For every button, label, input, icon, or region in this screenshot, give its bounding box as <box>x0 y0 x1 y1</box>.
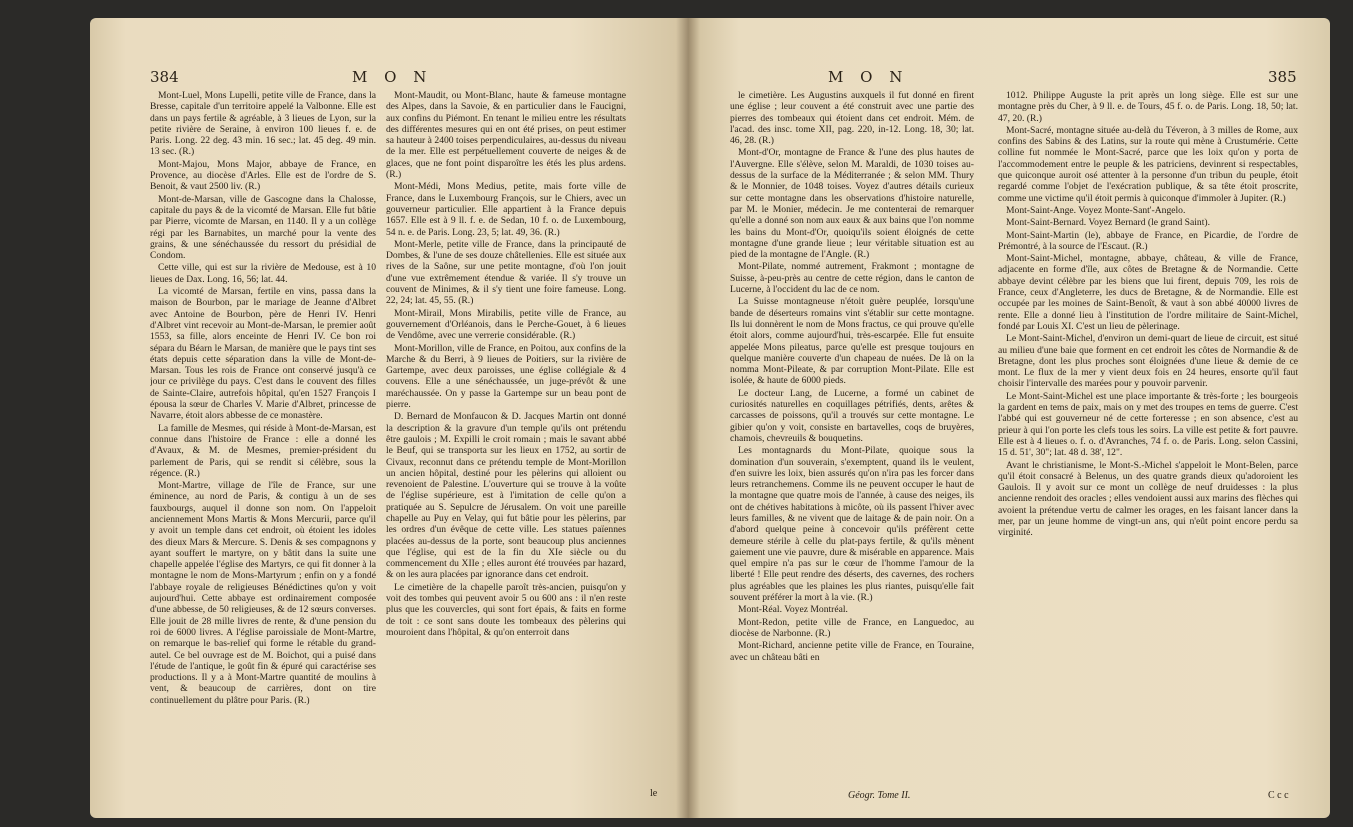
entry: le cimetière. Les Augustins auxquels il fut donné en firent une église ; leur couvent a été construit avec une partie des pierres des tombeaux qui étoient dans cet endroit. Mém. de l'acad. des insc. tome XII, pag. 220, in-12. Long. 18, 30; lat. 46, 28. (R.) <box>730 90 974 147</box>
entry: La Suisse montagneuse n'étoit guère peuplée, lorsqu'une bande de déserteurs romains vint s'établir sur cette montagne. Ils lui donnèrent le nom de Mons fractus, ce qui prouve qu'elle étoit alors, comme aujourd'hui, très-escarpée. Elle fut ensuite appelée Mons pileatus, parce qu'elle est presque toujours en quelque manière couverte d'un chapeau de nuées. De là on la nomma Mont-Pileate, & par corruption Mont-Pilate. Elle est isolée, & haute de 6000 pieds. <box>730 296 974 387</box>
entry: D. Bernard de Monfaucon & D. Jacques Martin ont donné la description & la gravure d'un temple qu'ils ont prétendu être gaulois ; M. Expilli le croit romain ; mais le savant abbé le Beuf, qui se transporta sur les lieux en 1752, au sortir de Civaux, reconnut dans ce prétendu temple de Mont-Morillon un ancien hôpital, destiné pour les pèlerins qui alloient ou revenoient de Palestine. L'ouverture qui se trouve à la voûte de l'église supérieure, est à l'imitation de celle qu'on a pratiquée au S. Sepulcre de Jérusalem. On voit une pareille chapelle au Puy en Velay, qui fut bâtie pour les pèlerins, par les ordres d'un évêque de cette ville. Les statues païennes placées au-dessus de la porte, sont beaucoup plus anciennes que l'église, qui est de la fin du XIe siècle ou du commencement du XIIe ; elles auront été trouvées par hazard, & on les aura placées par ignorance dans cet endroit. <box>386 411 626 581</box>
signature-mark: Géogr. Tome II. <box>848 790 911 801</box>
entry: Mont-Réal. Voyez Montréal. <box>738 604 848 616</box>
catchword: le <box>650 788 658 799</box>
page-number: 384 <box>150 68 179 86</box>
right-page <box>688 18 1330 818</box>
entry: Mont-Saint-Michel, montagne, abbaye, château, & ville de France, adjacente en forme d'île, aux côtes de Bretagne & de Normandie. Cette abbaye devint célèbre par les biens que lui firent, depuis 709, les rois de France, ceux d'Angleterre, les ducs de Bretagne, & de Normandie. Elle est occupée par les moines de Saint-Benoît, & vaut à son abbé 40000 livres de rente. Elle a donné lieu à l'institution de l'ordre militaire de Saint-Michel, fondé par Louis XI. C'est un lieu de pèlerinage. <box>998 253 1298 332</box>
right-column-1 <box>730 90 974 790</box>
page-number: 385 <box>1268 68 1297 86</box>
entry: Mont-Morillon, ville de France, en Poitou, aux confins de la Marche & du Berri, à 9 lieues de Poitiers, sur la rivière de Gartempe, avec deux paroisses, une église collégiale & 4 couvens. Elle a une sénéchaussée, un juge-prévôt & une maréchaussée. On y passe la Gartempe sur un beau pont de pierre. <box>386 342 626 411</box>
entry: Mont-Redon, petite ville de France, en Languedoc, au diocèse de Narbonne. (R.) <box>730 616 974 639</box>
entry: Mont-Sacré, montagne située au-delà du Téveron, à 3 milles de Rome, aux confins des Sabins & des Latins, sur la route qui mène à Crustumérie. Cette colline fut nommée le Mont-Sacré, parce que les loix qu'on y porta de l'accommodement entre le peuple & les patriciens, devinrent si respectables, que quiconque auroit osé attenter à la personne d'un tribun du peuple, étoit regardé comme l'objet de l'exécration publique, & sa tête étoit proscrite, comme une victime qu'il étoit permis à quiconque d'immoler à Jupiter. (R.) <box>998 124 1298 204</box>
left-column-1 <box>150 90 376 790</box>
entry: Le cimetière de la chapelle paroît très-ancien, puisqu'on y voit des tombes qui peuvent avoir 5 ou 600 ans : il n'en reste plus que les couvercles, qui sont fort épais, & faits en forme de toit : ce sont sans doute les tombeaux des pèlerins qui mouroient dans l'hôpital, & qu'on enterroit dans <box>386 581 626 638</box>
entry: Mont-Pilate, nommé autrement, Frakmont ; montagne de Suisse, à-peu-près au centre de cette région, dans le canton de Lucerne, à l'occident du lac de ce nom. <box>730 261 974 296</box>
entry: Mont-Mirail, Mons Mirabilis, petite ville de France, au gouvernement d'Orléanois, dans le Perche-Gouet, à 6 lieues de Vendôme, avec une verrerie considérable. (R.) <box>386 307 626 342</box>
entry: Mont-Saint-Martin (le), abbaye de France, en Picardie, de l'ordre de Prémontré, à la source de l'Escaut. (R.) <box>998 229 1298 252</box>
left-page <box>90 18 688 818</box>
running-head: M O N <box>828 68 909 86</box>
entry: Mont-Richard, ancienne petite ville de France, en Touraine, avec un château bâti en <box>730 640 974 663</box>
right-column-2 <box>998 90 1298 790</box>
entry: Mont-Saint-Ange. Voyez Monte-Sant'-Angelo. <box>1006 204 1186 216</box>
entry: Mont-de-Marsan, ville de Gascogne dans la Chalosse, capitale du pays & de la vicomté de Marsan. Elle fut bâtie par Pierre, vicomte de Marsan, en 1140. Il y a un collège régi par les Barnabites, un marché pour la vente des grains, & une sénéchaussée du ressort du présidial de Condom. <box>150 193 376 262</box>
entry: Mont-Médi, Mons Medius, petite, mais forte ville de France, dans le Luxembourg François, sur le Chiers, avec un gouverneur particulier. Elle appartient à la France depuis 1657. Elle est à 9 ll. f. e. de Sedan, 10 f. o. de Luxembourg, 54 n. e. de Paris. Long. 23, 5; lat. 49, 36. (R.) <box>386 181 626 238</box>
entry: Mont-Saint-Bernard. Voyez Bernard (le grand Saint). <box>1006 217 1210 229</box>
running-head: M O N <box>352 68 433 86</box>
entry: Mont-Martre, village de l'île de France, sur une éminence, au nord de Paris, & contigu à un de ses fauxbourgs, auquel il donne son nom. On l'appeloit anciennement Mons Martis & Mons Mercurii, parce qu'il y avoit un temple dans cet endroit, où étoient les idoles des dieux Mars & Mercure. S. Denis & ses compagnons y ayant souffert le martyre, on y bâtit dans la suite une chapelle appelée l'église des Martyrs, ce qui fit donner à la montagne le nom de Mons-Martyrum ; enfin on y a fondé l'abbaye royale de religieuses Bénédictines qu'on y voit aujourd'hui. Cette abbaye est ordinairement composée d'une abbesse, de 50 religieuses, & de 12 sœurs converses. Elle jouit de 28 mille livres de rente, & d'une pension du roi de 6000 livres. A l'église paroissiale de Mont-Martre, on remarque le bas-relief qui forme le rétable du grand-autel. Ce bel ouvrage est de M. Boichot, qui a puisé dans l'étude de l'antique, le goût fin & épuré qui caractérise ses productions. Il y a à Mont-Martre quantité de moulins à vent, & beaucoup de carrières, dont on tire continuellement du plâtre pour Paris. (R.) <box>150 480 376 706</box>
entry: Le Mont-Saint-Michel est une place importante & très-forte ; les bourgeois la gardent en tems de paix, mais on y met des troupes en tems de guerre. C'est l'abbé qui est gouverneur né de cette forteresse ; en son absence, c'est au prieur à qui l'on porte les clefs tous les soirs. La ville est petite & fort pauvre. Elle est à 4 lieues o. f. o. d'Avranches, 74 f. o. de Paris. Long. selon Cassini, 15 d. 51', 30"; lat. 48 d. 38', 12". <box>998 390 1298 459</box>
book-gutter <box>676 18 700 818</box>
open-book <box>90 18 1330 818</box>
left-column-2 <box>386 90 626 790</box>
entry: Le docteur Lang, de Lucerne, a formé un cabinet de curiosités naturelles en coquillages pétrifiés, dents, arêtes & carcasses de poissons, qu'il a trouvés sur cette montagne. Le gibier qu'on y voit, consiste en bartavelles, coqs de bruyères, chamois, chevreuils & bouquetins. <box>730 387 974 444</box>
entry: Mont-d'Or, montagne de France & l'une des plus hautes de l'Auvergne. Elle s'élève, selon M. Maraldi, de 1030 toises au-dessus de la surface de la Méditerranée ; & selon MM. Thury & le Monnier, de 1048 toises. Voyez d'autres détails curieux sur cette montagne dans les observations d'histoire naturelle, par M. le Monier, médecin. Je me contenterai de remarquer qu'elle a donné son nom aux eaux & aux bains que l'on nomme les bains du Mont-d'Or, quoiqu'ils soient éloignés de cette montagne d'une grande lieue ; leur véritable situation est au pied de la montagne de l'Angle. (R.) <box>730 147 974 261</box>
entry: Mont-Maudit, ou Mont-Blanc, haute & fameuse montagne des Alpes, dans la Savoie, & en particulier dans le Faucigni, aux confins du Piémont. En tenant le milieu entre les résultats des différentes mesures qui en ont été prises, on peut estimer sa hauteur à 2400 toises perpendiculaires, au-dessus du niveau de la mer. Elle est perpétuellement couverte de neiges & de glaces, que ne font point disparoître les étés les plus ardens. (R.) <box>386 90 626 181</box>
entry: Mont-Merle, petite ville de France, dans la principauté de Dombes, & l'une de ses douze châtellenies. Elle est située aux rives de la Saône, sur une petite montagne, d'où l'on jouit d'une vue extrêmement étendue & variée. Il s'y trouve un couvent de Minimes, & il s'y tient une foire fameuse. Long. 22, 24; lat. 45, 55. (R.) <box>386 238 626 307</box>
entry: Mont-Luel, Mons Lupelli, petite ville de France, dans la Bresse, capitale d'un territoire appelé la Valbonne. Elle est dans un pays fertile & agréable, à 3 lieues de Lyon, sur la petite rivière de Seraine, à environ 100 lieues f. e. de Paris. Long. 22 deg. 43 min. 16 sec.; lat. 45 deg. 49 min. 13 sec. (R.) <box>150 90 376 158</box>
entry: La vicomté de Marsan, fertile en vins, passa dans la maison de Bourbon, par le mariage de Jeanne d'Albret avec Antoine de Bourbon, père de Henri IV. Henri d'Albret vint recevoir au Mont-de-Marsan, le premier août 1553, sa fille, alors enceinte de Henri IV. Ce bon roi sépara du Béarn le Marsan, de manière que le pays tint ses états depuis cette séparation dans la ville de Mont-de-Marsan. Tous les rois de France ont conservé jusqu'à ce jour ce privilège du pays. C'est dans le couvent des filles de Sainte-Claire, autrefois hôpital, qu'en 1527 François I épousa la sœur de Charles V. Marie d'Albret, princesse de Navarre, étoit alors abbesse de ce monastère. <box>150 286 376 422</box>
entry: Cette ville, qui est sur la rivière de Medouse, est à 10 lieues de Dax. Long. 16, 56; lat. 44. <box>150 262 376 285</box>
entry: Mont-Majou, Mons Major, abbaye de France, en Provence, au diocèse d'Arles. Elle est de l'ordre de S. Benoit, & vaut 2500 liv. (R.) <box>150 158 376 193</box>
entry: Les montagnards du Mont-Pilate, quoique sous la domination d'un souverain, s'exemptent, quand ils le veulent, d'en suivre les loix, bien assurés qu'on n'ira pas les forcer dans leurs retranchemens. Comme ils ne peuvent occuper le haut de la montagne que quatre mois de l'année, à cause des neiges, ils ont de chétives habitations à micôte, où ils passent l'hiver avec leurs familles, & ne vivent que de laitage & de pain noir. On a d'abord quelque peine à concevoir qu'ils préfèrent cette demeure stérile à celle du plat-pays fertile, & qu'ils mènent gaiement une vie pauvre, dure & misérable en apparence. Mais quel empire n'a pas sur le cœur de l'homme l'amour de la liberté ! Elle peut rendre des déserts, des cavernes, des rochers plus agréables que les plaines les plus riantes, puisqu'elle fait souvent préférer la mort à la vie. (R.) <box>730 445 974 604</box>
entry: Le Mont-Saint-Michel, d'environ un demi-quart de lieue de circuit, est situé au milieu d'une baie que forment en cet endroit les côtes de Normandie & de Bretagne, dont les plus proches sont éloignées d'une lieue & demie de ce mont. Le flux de la mer y vient deux fois en 24 heures, ensorte qu'il faut choisir l'intervalle des marées pour y pouvoir parvenir. <box>998 333 1298 390</box>
entry: La famille de Mesmes, qui réside à Mont-de-Marsan, est connue dans l'histoire de France : elle a donné les d'Avaux, & M. de Mesmes, premier-président du parlement de Paris, qui se rendit si célèbre, sous la régence. (R.) <box>150 422 376 479</box>
entry: Avant le christianisme, le Mont-S.-Michel s'appeloit le Mont-Belen, parce qu'il étoit consacré à Belenus, un des quatre grands dieux qu'adoroient les Gaulois. Il y avoit sur ce mont un collège de neuf druidesses : la plus ancienne rendoit des oracles ; elles vendoient aussi aux marins des flèches qui avoient la prétendue vertu de calmer les orages, en les faisant lancer dans la mer, par un jeune homme de vingt-un ans, qui n'eût point encore perdu sa virginité. <box>998 459 1298 539</box>
entry: 1012. Philippe Auguste la prit après un long siège. Elle est sur une montagne près du Cher, à 9 ll. e. de Tours, 45 f. o. de Paris. Long. 18, 50; lat. 47, 20. (R.) <box>998 90 1298 124</box>
catchword: C c c <box>1268 790 1289 801</box>
